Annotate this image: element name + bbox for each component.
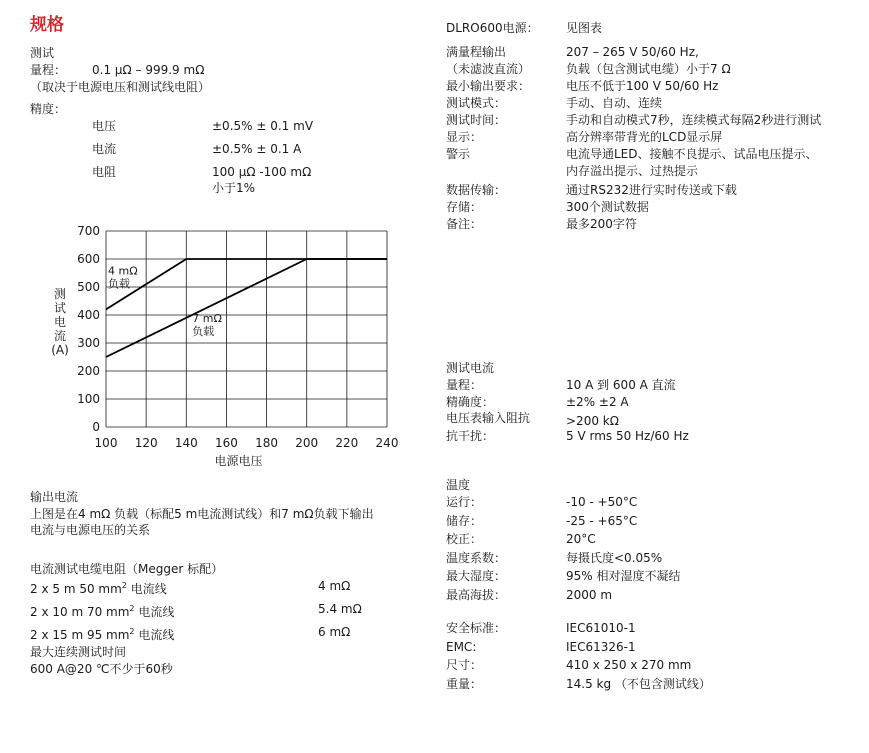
x-tick-label: 140 — [174, 436, 198, 450]
x-tick-label: 240 — [375, 436, 399, 450]
spec-label: 储存： — [446, 513, 483, 528]
accuracy-voltage-value: ±0.5% ± 0.1 mV — [212, 119, 314, 133]
series-label: 负载 — [192, 325, 215, 338]
spec-value: 300个测试数据 — [566, 200, 649, 214]
spec-label: 测试时间： — [446, 113, 507, 127]
cable-spec-sup: 2 — [129, 627, 135, 636]
cable-spec: 2 x 5 m 50 mm — [30, 582, 122, 596]
spec-label: 运行： — [446, 495, 483, 509]
y-tick-label: 0 — [92, 420, 100, 434]
spec-value: -10 - +50°C — [566, 495, 638, 509]
x-axis-label: 电源电压 — [214, 454, 263, 468]
y-axis-label: 试 — [53, 301, 67, 315]
y-axis-label: 电 — [53, 315, 67, 329]
cable-row — [30, 578, 167, 597]
spec-label: 数据传输： — [446, 183, 507, 197]
y-tick-label: 300 — [77, 336, 100, 350]
cable-spec-sup: 2 — [129, 604, 135, 613]
spec-label: 最高海拔： — [446, 587, 507, 602]
accuracy-heading: 精度： — [30, 102, 67, 116]
spec-label: 显示： — [446, 130, 483, 144]
y-tick-label: 600 — [77, 252, 100, 266]
spec-label: 满量程输出 — [446, 45, 507, 59]
x-tick-label: 160 — [214, 436, 238, 450]
max-time-value: 600 A@20 ℃不少于60秒 — [30, 662, 173, 676]
spec-label: 存储： — [446, 200, 483, 214]
accuracy-resistance-value: 100 µΩ -100 mΩ — [212, 165, 312, 179]
y-tick-label: 100 — [77, 392, 100, 406]
accuracy-voltage-label: 电压 — [92, 119, 117, 133]
cable-row — [30, 601, 174, 620]
spec-value: 电流导通LED、接触不良提示、试品电压提示、 — [566, 147, 818, 161]
spec-value: 通过RS232进行实时传送或下载 — [566, 183, 737, 197]
spec-value: 内存溢出提示、过热提示 — [566, 164, 699, 178]
y-axis-label: 测 — [53, 287, 67, 301]
spec-label: 备注： — [446, 217, 483, 231]
chart-series — [106, 259, 387, 357]
series-line — [106, 259, 387, 357]
y-axis-label: (A) — [51, 343, 69, 357]
series-label: 负载 — [108, 277, 131, 291]
spec-value: 207 – 265 V 50/60 Hz, — [566, 45, 699, 59]
cable-value: 4 mΩ — [318, 579, 351, 593]
spec-label: 抗干扰： — [446, 429, 495, 443]
x-tick-label: 120 — [134, 436, 158, 450]
spec-value: 每摄氏度<0.05% — [566, 550, 663, 565]
spec-label: 安全标准： — [446, 621, 507, 635]
range-note: （取决于电源电压和测试线电阻） — [30, 80, 211, 94]
x-tick-label: 100 — [94, 436, 118, 450]
spec-label: DLRO600电源： — [446, 21, 539, 35]
spec-label: 校正： — [446, 532, 483, 546]
cable-value: 5.4 mΩ — [318, 602, 362, 616]
series-label: 4 mΩ — [108, 264, 138, 278]
cable-spec: 2 x 10 m 70 mm — [30, 605, 130, 619]
spec-value: 2000 m — [566, 587, 613, 602]
measure-heading: 测试 — [30, 46, 55, 60]
spec-label: 最小输出要求： — [446, 79, 531, 93]
spec-value: 负载（包含测试电缆）小于7 Ω — [566, 62, 731, 76]
y-tick-label: 200 — [77, 364, 100, 378]
x-tick-label: 200 — [295, 436, 319, 450]
spec-label: 量程： — [446, 378, 483, 392]
spec-value: IEC61326-1 — [566, 639, 636, 654]
spec-value: 14.5 kg （不包含测试线） — [566, 676, 711, 691]
spec-label: （未滤波直流） — [446, 62, 531, 76]
spec-label: 温度系数： — [446, 550, 507, 565]
spec-value: 5 V rms 50 Hz/60 Hz — [566, 429, 689, 443]
range-value: 0.1 µΩ – 999.9 mΩ — [92, 63, 205, 77]
cable-suffix: 电流线 — [126, 582, 167, 596]
spec-value: 最多200字符 — [566, 217, 637, 231]
spec-value: >200 kΩ — [566, 414, 619, 428]
spec-label: 重量： — [446, 676, 483, 691]
test-current-heading: 测试电流 — [446, 361, 495, 375]
cable-spec-sup: 2 — [121, 581, 127, 590]
y-tick-label: 700 — [77, 224, 100, 238]
spec-label: 尺寸： — [446, 658, 483, 672]
spec-value: 手动和自动模式7秒，连续模式每隔2秒进行测试 — [566, 113, 822, 127]
accuracy-current-value: ±0.5% ± 0.1 A — [212, 142, 302, 156]
spec-value: 410 x 250 x 270 mm — [566, 658, 692, 672]
x-tick-label: 220 — [335, 436, 359, 450]
spec-value: IEC61010-1 — [566, 621, 636, 635]
max-time-heading: 最大连续测试时间 — [30, 645, 127, 659]
y-axis-label: 流 — [53, 329, 67, 343]
spec-label: 电压表输入阻抗 — [446, 411, 531, 425]
y-tick-label: 500 — [77, 280, 100, 294]
spec-value: -25 - +65°C — [566, 513, 638, 528]
spec-label: EMC: — [446, 639, 477, 654]
series-label: 7 mΩ — [192, 312, 222, 325]
accuracy-resistance-label: 电阻 — [92, 165, 117, 179]
output-current-heading: 输出电流 — [30, 490, 79, 504]
cable-spec: 2 x 15 m 95 mm — [30, 628, 130, 642]
cable-value: 6 mΩ — [318, 625, 351, 639]
spec-value: 20°C — [566, 532, 596, 546]
spec-label: 精确度： — [446, 395, 495, 409]
accuracy-current-label: 电流 — [92, 142, 117, 156]
spec-value: 电压不低于100 V 50/60 Hz — [566, 79, 719, 93]
y-tick-label: 400 — [77, 308, 100, 322]
temp-heading: 温度 — [446, 478, 471, 492]
series-line — [106, 259, 387, 309]
spec-label: 最大湿度： — [446, 569, 507, 583]
spec-value: 高分辨率带背光的LCD显示屏 — [566, 130, 723, 144]
spec-value: ±2% ±2 A — [566, 395, 629, 409]
cable-suffix: 电流线 — [134, 628, 175, 642]
chart-ticks — [77, 224, 398, 450]
x-tick-label: 180 — [255, 436, 279, 450]
cable-heading: 电流测试电缆电阻（Megger 标配） — [30, 562, 224, 576]
chart-caption-line2: 电流与电源电压的关系 — [30, 523, 151, 537]
spec-value: 95% 相对湿度不凝结 — [566, 569, 681, 583]
accuracy-resistance-value2: 小于1% — [212, 181, 256, 195]
page-title: 规格 — [30, 15, 64, 35]
chart-grid — [106, 231, 387, 427]
cable-suffix: 电流线 — [134, 605, 175, 619]
chart-caption-line1: 上图是在4 mΩ 负载（标配5 m电流测试线）和7 mΩ负载下输出 — [30, 507, 374, 521]
range-label: 量程： — [30, 63, 67, 77]
spec-value: 见图表 — [566, 21, 603, 35]
spec-label: 测试模式： — [446, 96, 507, 110]
spec-label: 警示 — [446, 147, 471, 161]
spec-value: 10 A 到 600 A 直流 — [566, 378, 676, 392]
spec-value: 手动、自动、连续 — [566, 96, 663, 110]
cable-row — [30, 624, 174, 643]
